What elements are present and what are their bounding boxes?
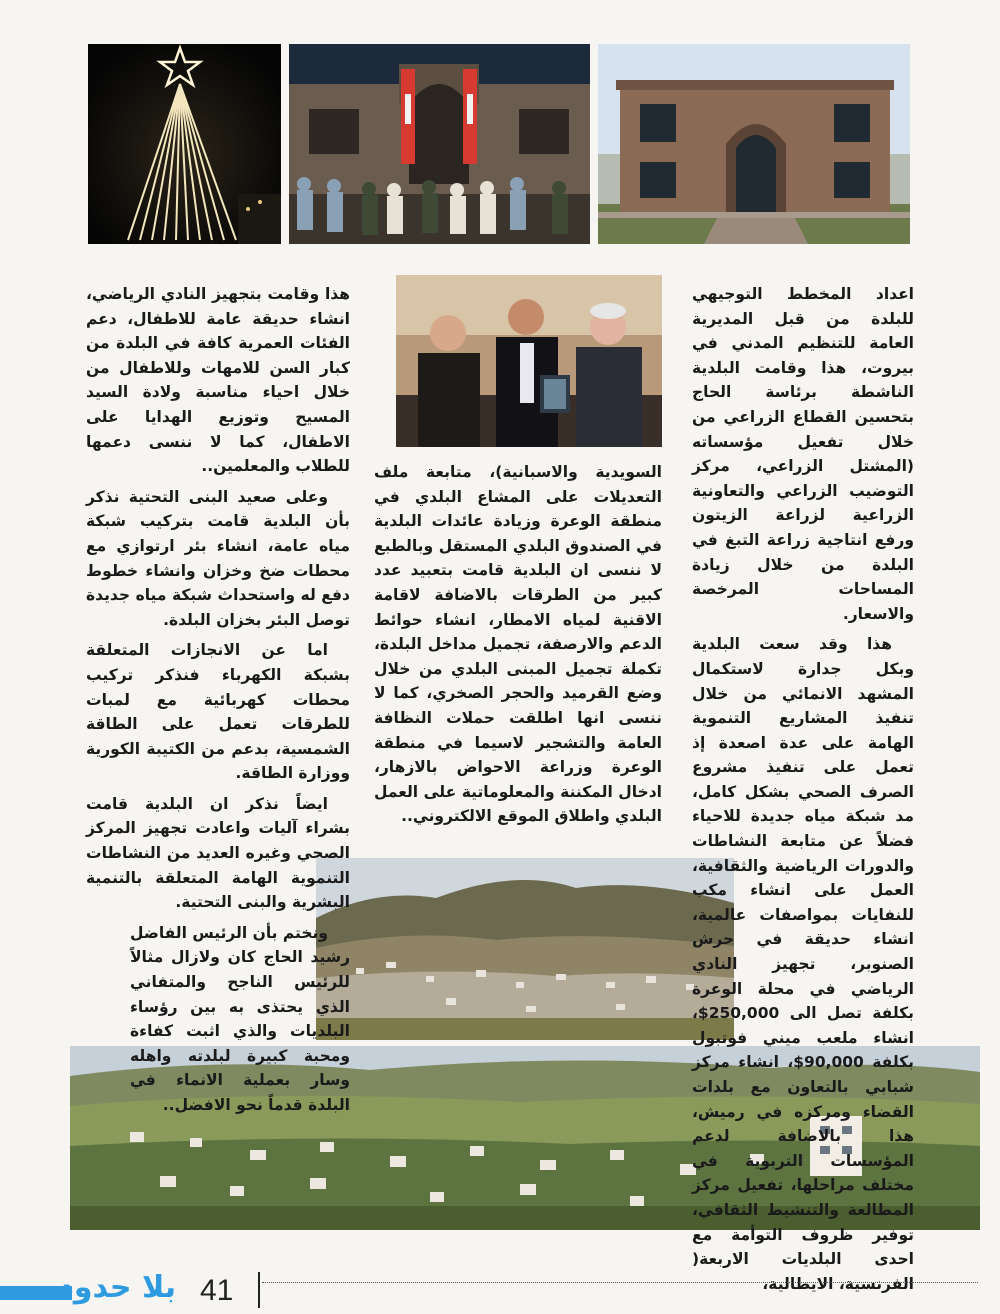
municipality-building-crowd-photo (289, 44, 590, 244)
article-column-left (86, 282, 350, 1124)
paragraph: هذا وقامت بتجهيز النادي الرياضي، انشاء حديقة عامة للاطفال، دعم الفئات العمرية كافة في البلدة من كبار السن للامهات وللاطفال من خلال احياء مناسبة ولادة السيد المسيح وتوزيع الهدايا على الاطفال، كما لا ننسى دعمها للطلاب والمعلمين.. (86, 285, 350, 476)
article-column-right (692, 282, 914, 1302)
village-landscape-photo (316, 858, 734, 1040)
municipality-building-photo (598, 44, 910, 244)
paragraph: ونختم بأن الرئيس الفاضل رشيد الحاج كان ولازال مثالاً للرئيس الناجح والمتفاني الذي يحتذى به بين رؤساء البلديات والذي اثبت كفاءة ومحبة كبيرة لبلدته واهله وسار بعملية الانماء في البلدة قدماً نحو الافضل.. (130, 923, 350, 1114)
christmas-tree-photo (88, 44, 281, 244)
footer-rule (262, 1282, 978, 1283)
paragraph: هذا وقد سعت البلدية وبكل جدارة لاستكمال المشهد الانمائي من خلال تنفيذ المشاريع التنموية الهامة على عدة اصعدة إذ تعمل على تنفيذ مشروع الصرف الصحي بشكل كامل، مد شبكة مياه جديدة للاحياء فضلاً عن متابعة النشاطات والدورات الرياضية والثقافية، العمل على انشاء مكب للنفايات بمواصفات عالمية، انشاء حديقة في حرش الصنوبر، تجهيز النادي الرياضي في محلة الوعرة بكلفة تصل الى 250,000$، انشاء ملعب ميني فوتبول بكلفة 90,000$، انشاء مركز شبابي بالتعاون مع بلدات القضاء ومركزه في رميش، هذا بالاضافة لدعم المؤسسات التربوية في مختلف مراحلها، تفعيل مركز المطالعة والتنشيط الثقافي، توفير ظروف التوأمة مع احدى البلديات الاربعة( الفرنسية، الايطالية، (692, 635, 914, 1293)
paragraph: السويدية والاسبانية)، متابعة ملف التعديلات على المشاع البلدي في منطقة الوعرة وزيادة عائدات البلدية في الصندوق البلدي المستقل وبالطبع لا ننسى ان البلدية قامت بتعبيد عدد كبير من الطرقات بالاضافة لاقامة الاقنية لمياه الامطار، انشاء حوائط الدعم والارصفة، تجميل مداخل البلدة، تكملة تجميل المبنى البلدي من خلال وضع القرميد والحجر الصخري، كما لا ننسى انها اطلقت حملات النظافة العامة والتشجير لاسيما في منطقة الوعرة وزراعة الاحواض بالازهار، ادخال المكننة والمعلوماتية على العمل البلدي واطلاق الموقع الالكتروني.. (374, 463, 662, 826)
article-column-middle (374, 460, 662, 835)
paragraph: اما عن الانجازات المتعلقة بشبكة الكهرباء فنذكر تركيب محطات كهربائية مع لمبات للطرقات تعمل على الطاقة الشمسية، بدعم من الكتيبة الكورية ووزارة الطاقة. (86, 641, 350, 783)
footer-divider (258, 1272, 260, 1308)
paragraph: ايضاً نذكر ان البلدية قامت بشراء آليات واعادت تجهيز المركز الصحي وغيره العديد من النشاطات التنموية الهامة المتعلقة بالتنمية البشرية والبنى التحتية. (86, 794, 350, 912)
paragraph: وعلى صعيد البنى التحتية نذكر بأن البلدية قامت بتركيب شبكة مياه عامة، انشاء بئر ارتوازي مع محطات ضخ وخزان وانشاء خطوط دفع له واستحداث شبكة مياه جديدة توصل البئر بخزان البلدة. (86, 487, 350, 629)
page-number: 41 (200, 1274, 234, 1307)
paragraph: اعداد المخطط التوجيهي للبلدة من قبل المديرية العامة للتنظيم المدني في بيروت، هذا وقامت البلدية الناشطة برئاسة الحاج بتحسين القطاع الزراعي من خلال تفعيل مؤسساته (المشتل الزراعي، مركز التوضيب الزراعي والتعاونية الزراعية لزراعة الزيتون ورفع انتاجية زراعة التبغ في البلدة من خلال زيادة المساحات المرخصة والاسعار. (692, 285, 914, 623)
award-ceremony-photo (396, 275, 662, 447)
magazine-brand (0, 1270, 190, 1306)
magazine-name: بلا حدود (58, 1270, 176, 1305)
